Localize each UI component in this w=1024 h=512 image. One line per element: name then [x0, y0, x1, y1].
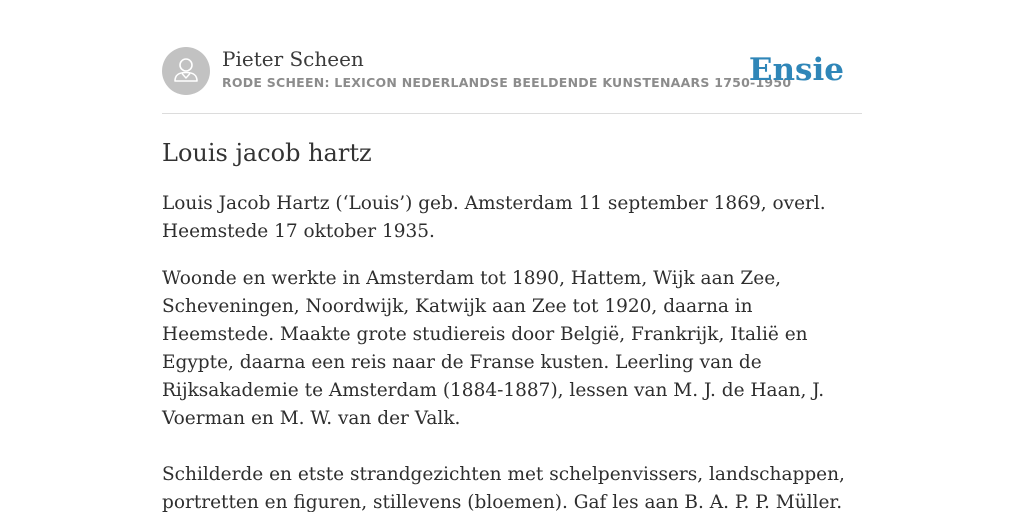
user-icon [162, 47, 210, 95]
article-title: Louis jacob hartz [162, 139, 372, 167]
author-avatar[interactable] [162, 47, 210, 95]
article-paragraph: Louis Jacob Hartz (‘Louis’) geb. Amsterdam 11 september 1869, overl. Heemstede 17 oktober 1935. [162, 193, 826, 242]
author-name[interactable]: Pieter Scheen [222, 47, 364, 71]
article-paragraph: Woonde en werkte in Amsterdam tot 1890, Hattem, Wijk aan Zee, Scheveningen, Noordwijk, Katwijk aan Zee tot 1920, daarna in Heemstede. Maakte grote studiereis door België, Frankrijk, Italië en Egypte, daarna een reis naar de Franse kusten. Leerling van de Rijksakademie te Amsterdam (1884-1887), lessen van M. J. de Haan, J. Voerman en M. W. van der Valk. [162, 268, 825, 429]
article-header [162, 47, 862, 95]
header-divider [162, 113, 862, 114]
article-paragraph: Schilderde en etste strandgezichten met schelpenvissers, landschappen, portretten en figuren, stillevens (bloemen). Gaf les aan B. A. P. P. Müller. [162, 464, 845, 512]
article-body [162, 190, 862, 512]
source-title[interactable]: RODE SCHEEN: LEXICON NEDERLANDSE BEELDENDE KUNSTENAARS 1750-1950 [222, 75, 792, 90]
ensie-logo[interactable]: Ensie [748, 52, 844, 88]
